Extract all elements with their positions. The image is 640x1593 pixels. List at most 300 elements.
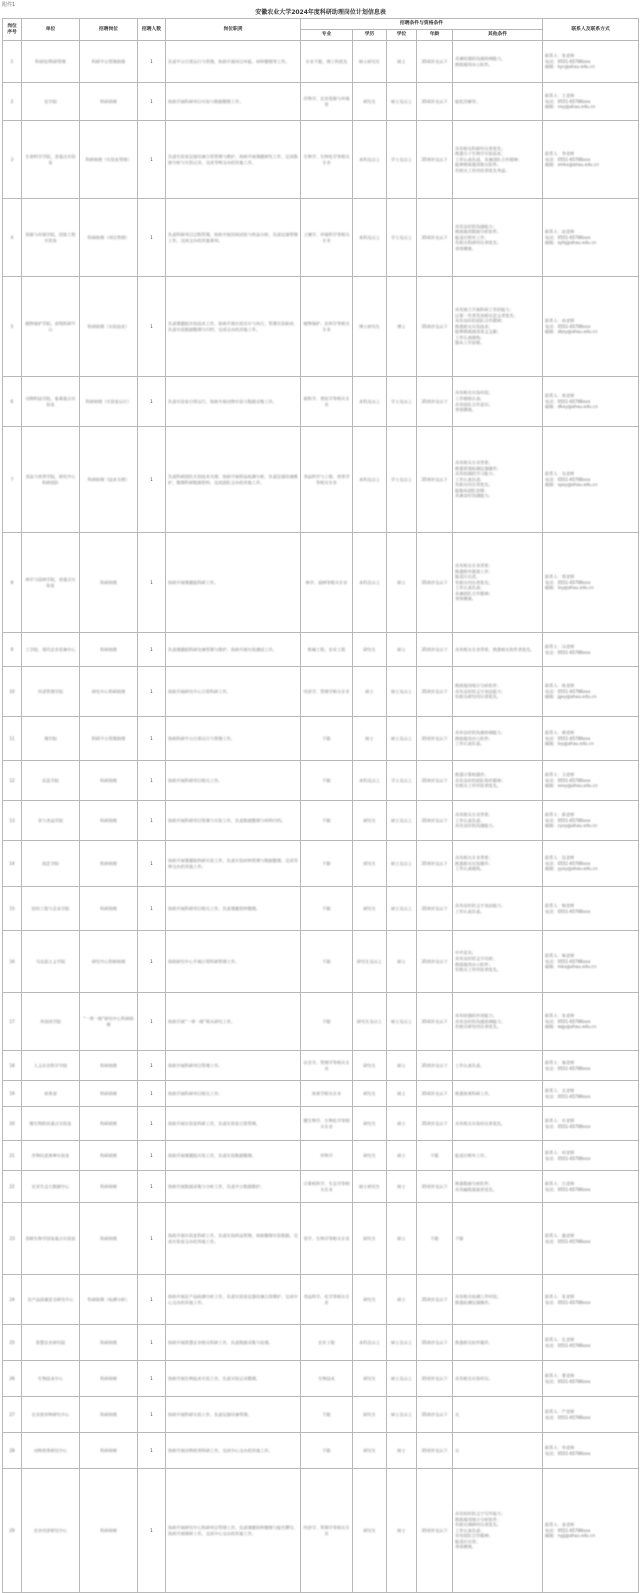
cell-education: 研究生 xyxy=(353,1107,387,1141)
cell-education: 硕士 xyxy=(353,717,387,761)
table-row xyxy=(3,1275,639,1325)
cell-other-line: 有相关工作经验者优先。 xyxy=(455,967,502,973)
cell-degree: 硕士 xyxy=(387,1433,417,1469)
cell-seq: 5 xyxy=(3,277,22,377)
cell-contact-line: 电话：0551-65786xxx xyxy=(545,476,591,482)
cell-contact-line: 联系人：施老师 xyxy=(545,1232,575,1238)
cell-contact-line: 电话：0551-65786xxx xyxy=(545,1018,591,1024)
cell-seq: 22 xyxy=(3,1171,22,1203)
table-row xyxy=(3,931,639,993)
cell-post: 科研助理 xyxy=(80,1171,138,1203)
cell-other-line: 具有良好的沟通能力； xyxy=(455,223,497,229)
cell-unit: 资源与环境学院，国家工程实验室 xyxy=(22,199,80,277)
cell-age: 35周岁及以下 xyxy=(417,1325,453,1361)
cell-other-line: 熟练使用统计分析软件； xyxy=(455,683,502,689)
cell-other-line: 工作认真负责。 xyxy=(455,741,485,747)
cell-degree: 硕士及以上 xyxy=(387,83,417,121)
cell-duty: 负责科研团队实验技术支撑，协助开展样品检测分析，负责仪器设备维护，整理科研数据资料，完成团队交办的其他工作。 xyxy=(166,427,301,533)
cell-seq: 4 xyxy=(3,199,22,277)
cell-contact-line: 电话：0551-65786xxx xyxy=(545,908,591,914)
cell-contact-line: 联系人：孔老师 xyxy=(545,1336,575,1342)
cell-contact xyxy=(543,1141,639,1171)
cell-contact xyxy=(543,1397,639,1433)
cell-count: 1 xyxy=(138,1433,166,1469)
cell-other xyxy=(453,887,543,931)
cell-other-line: 能够熟练阅读英文文献； xyxy=(455,329,502,335)
header-duty: 岗位职责 xyxy=(166,19,301,41)
cell-count: 1 xyxy=(138,633,166,667)
cell-degree: 学士及以上 xyxy=(387,761,417,801)
cell-seq: 7 xyxy=(3,427,22,533)
cell-unit: 林学与园林学院，省重点实验室 xyxy=(22,533,80,633)
cell-duty: 协助开展“一带一路”相关研究工作。 xyxy=(166,993,301,1051)
cell-contact-line: 邮箱：spxy@ahau.edu.cn xyxy=(545,482,598,488)
cell-other-line: 有相关研究经历者优先。 xyxy=(455,694,502,700)
cell-unit: 理学院 xyxy=(22,717,80,761)
cell-degree: 硕士 xyxy=(387,1107,417,1141)
cell-contact-line: 电话：0551-65786xxx xyxy=(545,649,591,655)
cell-degree: 硕士及以上 xyxy=(387,993,417,1051)
cell-education: 硕士 xyxy=(353,667,387,717)
cell-duty: 协助开展科研项目相关工作，负责课题资料整理。 xyxy=(166,887,301,931)
cell-major: 不限 xyxy=(301,993,353,1051)
cell-education: 研究生 xyxy=(353,1081,387,1107)
cell-major: 不限 xyxy=(301,761,353,801)
cell-education: 研究生 xyxy=(353,83,387,121)
cell-post: 科研助理（实验技术） xyxy=(80,277,138,377)
cell-other-line: 具有良好的团队协作精神； xyxy=(455,777,506,783)
cell-contact-line: 电话：0551-65786xxx xyxy=(545,1186,591,1192)
cell-major: 食品科学与工程、营养学等相关专业 xyxy=(301,427,353,533)
cell-other-line: 有相关科研经历者优先； xyxy=(455,240,502,246)
cell-education: 研究生 xyxy=(353,1141,387,1171)
cell-contact xyxy=(543,1361,639,1397)
cell-degree: 博士 xyxy=(387,277,417,377)
cell-duty: 协助开展实验室科研工作，负责实验室日常管理。 xyxy=(166,1107,301,1141)
cell-post: 研究中心科研助理 xyxy=(80,667,138,717)
cell-contact-line: 联系人：华老师 xyxy=(545,1444,575,1450)
cell-other-line: 身体健康。 xyxy=(455,407,476,413)
cell-age: 35周岁及以下 xyxy=(417,1171,453,1203)
cell-contact xyxy=(543,667,639,717)
cell-contact-line: 邮箱：zyhj@ahau.edu.cn xyxy=(545,240,597,246)
cell-post: 科研助理 xyxy=(80,761,138,801)
cell-major: 作物学、农业资源与环境等 xyxy=(301,83,353,121)
cell-other xyxy=(453,717,543,761)
cell-contact-line: 联系人：冯老师 xyxy=(545,643,575,649)
table-row xyxy=(3,377,639,427)
cell-contact-line: 联系人：郑老师 xyxy=(545,574,575,580)
header-contact: 联系人及联系方式 xyxy=(543,19,639,41)
cell-unit: 农业废弃物研究中心 xyxy=(22,1397,80,1433)
cell-other-line: 能够熟练使用相关软件。 xyxy=(455,162,502,168)
cell-other-line: 能适应野外工作。 xyxy=(455,1152,489,1158)
cell-seq: 14 xyxy=(3,841,22,887)
cell-contact-line: 联系人：吴老师 xyxy=(545,471,575,477)
cell-other-line: 具有相关实验经历。 xyxy=(455,1375,493,1381)
cell-post: 科研助理（检测分析） xyxy=(80,1275,138,1325)
cell-count: 1 xyxy=(138,1203,166,1275)
table-row xyxy=(3,1397,639,1433)
cell-seq: 8 xyxy=(3,533,22,633)
cell-contact xyxy=(543,121,639,199)
cell-other xyxy=(453,1171,543,1203)
cell-unit: 信息学院 xyxy=(22,761,80,801)
cell-major: 微生物学、生物化学等相关专业 xyxy=(301,1107,353,1141)
cell-contact-line: 电话：0551-65786xxx xyxy=(545,1342,591,1348)
cell-other xyxy=(453,801,543,841)
cell-post: 科研助理（技术支撑） xyxy=(80,427,138,533)
cell-other-line: 工作认真细致； xyxy=(455,334,485,340)
table-row xyxy=(3,1141,639,1171)
cell-duty: 协助开展数据采集与分析工作，负责平台数据维护。 xyxy=(166,1171,301,1203)
cell-education: 研究生及以上 xyxy=(353,993,387,1051)
cell-seq: 25 xyxy=(3,1325,22,1361)
cell-contact xyxy=(543,199,639,277)
cell-major: 不限 xyxy=(301,801,353,841)
cell-contact-line: 电话：0551-65786xxx xyxy=(545,1155,591,1161)
cell-duty: 协助开展课题组实验工作，负责实验数据整理。 xyxy=(166,1141,301,1171)
cell-contact-line: 电话：0551-65786xxx xyxy=(545,735,591,741)
cell-seq: 12 xyxy=(3,761,22,801)
cell-age: 35周岁及以下 xyxy=(417,427,453,533)
cell-contact-line: 电话：0551-65786xxx xyxy=(545,1123,591,1129)
cell-seq: 21 xyxy=(3,1141,22,1171)
cell-unit: 农产品质量安全研究中心 xyxy=(22,1275,80,1325)
cell-other-line: 工作认真负责； xyxy=(455,817,485,823)
cell-age: 35周岁及以下 xyxy=(417,1051,453,1081)
cell-other-line: 工作认真负责； xyxy=(455,1527,485,1533)
cell-other xyxy=(453,1469,543,1593)
cell-other-line: 具有相关专业背景； xyxy=(455,855,493,861)
cell-other-line: 有相关工作经验者优先考虑。 xyxy=(455,167,510,173)
cell-education: 研究生 xyxy=(353,801,387,841)
cell-count: 1 xyxy=(138,993,166,1051)
cell-degree: 硕士及以上 xyxy=(387,667,417,717)
cell-post: 科研助理 xyxy=(80,801,138,841)
cell-other xyxy=(453,1433,543,1469)
cell-other-line: 具有团队合作精神； xyxy=(455,1533,493,1539)
header-major: 专业 xyxy=(301,30,353,41)
cell-contact-line: 电话：0551-65786xxx xyxy=(545,323,591,329)
cell-duty: 负责平台日常运行与管理，协助开展项目申报、材料整理等工作。 xyxy=(166,41,301,83)
cell-contact xyxy=(543,83,639,121)
cell-age: 35周岁及以下 xyxy=(417,841,453,887)
cell-unit: 作物抗逆育种实验室 xyxy=(22,1141,80,1171)
cell-age: 35周岁及以下 xyxy=(417,83,453,121)
cell-contact xyxy=(543,1171,639,1203)
cell-degree: 学士及以上 xyxy=(387,121,417,199)
cell-major: 机械工程、农业工程 xyxy=(301,633,353,667)
cell-other xyxy=(453,1107,543,1141)
cell-contact xyxy=(543,761,639,801)
cell-other xyxy=(453,377,543,427)
cell-contact-line: 联系人：曹老师 xyxy=(545,1372,575,1378)
cell-major: 计算机科学、生态学等相关专业 xyxy=(301,1171,353,1203)
cell-other xyxy=(453,993,543,1051)
cell-contact-line: 联系人：严老师 xyxy=(545,1408,575,1414)
cell-other-line: 具有相关实验经历者优先。 xyxy=(455,1120,506,1126)
cell-education: 本科及以上 xyxy=(353,1325,387,1361)
cell-seq: 23 xyxy=(3,1203,22,1275)
cell-count: 1 xyxy=(138,199,166,277)
cell-major: 不限 xyxy=(301,1433,353,1469)
header-requirements-group: 招聘条件与资格条件 xyxy=(301,19,543,30)
cell-contact-line: 电话：0551-65786xxx xyxy=(545,58,591,64)
cell-other xyxy=(453,41,543,83)
cell-contact-line: 联系人：秦老师 xyxy=(545,1059,575,1065)
cell-other-line: 具有良好的团队合作精神； xyxy=(455,318,506,324)
cell-major: 不限 xyxy=(301,717,353,761)
cell-major: 茶学、生物学等相关专业 xyxy=(301,1203,353,1275)
cell-other xyxy=(453,121,543,199)
cell-contact xyxy=(543,1469,639,1593)
cell-degree: 硕士及以上 xyxy=(387,717,417,761)
cell-post: 科研助理 xyxy=(80,1141,138,1171)
cell-contact-line: 联系人：赵老师 xyxy=(545,229,575,235)
cell-count: 1 xyxy=(138,717,166,761)
cell-other-line: 具有较强的学习能力； xyxy=(455,471,497,477)
cell-other-line: 熟练使用办公软件。 xyxy=(455,61,493,67)
cell-other-line: 熟悉数据分析软件； xyxy=(455,1180,493,1186)
cell-degree: 硕士 xyxy=(387,1171,417,1203)
cell-other-line: 身体健康。 xyxy=(455,1544,476,1550)
cell-contact-line: 邮箱：smkx@ahau.edu.cn xyxy=(545,162,599,168)
table-row xyxy=(3,1433,639,1469)
cell-count: 1 xyxy=(138,121,166,199)
cell-contact-line: 联系人：褚老师 xyxy=(545,730,575,736)
table-row xyxy=(3,1081,639,1107)
cell-other-line: 具有较强的外语能力； xyxy=(455,1013,497,1019)
cell-other-line: 具有良好的文字功底； xyxy=(455,955,497,961)
table-row xyxy=(3,83,639,121)
cell-major: 不限 xyxy=(301,887,353,931)
cell-duty: 协助开展科研项目管理与实验工作，负责数据整理与材料归档。 xyxy=(166,801,301,841)
cell-education: 本科及以上 xyxy=(353,377,387,427)
cell-other-line: 身体健康。 xyxy=(455,596,476,602)
cell-seq: 6 xyxy=(3,377,22,427)
cell-contact-line: 电话：0551-65786xxx xyxy=(545,817,591,823)
cell-other-line: 能适应出差； xyxy=(455,1538,481,1544)
cell-degree: 硕士 xyxy=(387,1051,417,1081)
cell-post: 科研助理 xyxy=(80,1203,138,1275)
cell-contact-line: 电话：0551-65786xxx xyxy=(545,958,591,964)
cell-contact-line: 电话：0551-65786xxx xyxy=(545,1414,591,1420)
cell-count: 1 xyxy=(138,1107,166,1141)
cell-education: 本科及以上 xyxy=(353,199,387,277)
table-row xyxy=(3,41,639,83)
cell-seq: 19 xyxy=(3,1081,22,1107)
table-row xyxy=(3,121,639,199)
cell-degree: 硕士 xyxy=(387,931,417,993)
cell-post: “一带一路”研究中心科研助理 xyxy=(80,993,138,1051)
cell-seq: 26 xyxy=(3,1361,22,1397)
cell-contact xyxy=(543,41,639,83)
cell-contact-line: 电话：0551-65786xxx xyxy=(545,860,591,866)
cell-seq: 10 xyxy=(3,667,22,717)
cell-degree: 学士及以上 xyxy=(387,377,417,427)
cell-seq: 29 xyxy=(3,1469,22,1593)
cell-unit: 经济管理学院 xyxy=(22,667,80,717)
cell-other-line: 有相关工作经验者优先。 xyxy=(455,783,502,789)
cell-seq: 27 xyxy=(3,1397,22,1433)
cell-count: 1 xyxy=(138,277,166,377)
cell-post: 科研助理 xyxy=(80,841,138,887)
table-row xyxy=(3,1361,639,1397)
header-education: 学历 xyxy=(353,30,387,41)
cell-other-line: 工作认真细致。 xyxy=(455,866,485,872)
cell-unit: 农业生态大数据中心 xyxy=(22,1171,80,1203)
cell-post: 科研助理（实验室管理） xyxy=(80,121,138,199)
cell-duty: 协助开展实验室科研工作，负责实验样品管理，协助整理实验数据，完成实验室交办的其他工作。 xyxy=(166,1203,301,1275)
cell-major: 社会学、管理学等相关专业 xyxy=(301,1051,353,1081)
cell-unit: 生物技术中心 xyxy=(22,1361,80,1397)
cell-other-line: 熟悉检测仪器操作。 xyxy=(455,1299,493,1305)
cell-contact-line: 联系人：许老师 xyxy=(545,1117,575,1123)
cell-count: 1 xyxy=(138,1397,166,1433)
cell-contact-line: 邮箱：zbxy@ahau.edu.cn xyxy=(545,329,598,335)
cell-contact-line: 邮箱：kyc@ahau.edu.cn xyxy=(545,64,595,70)
cell-count: 1 xyxy=(138,1141,166,1171)
cell-degree: 硕士 xyxy=(387,633,417,667)
cell-contact-line: 邮箱：yyxy@ahau.edu.cn xyxy=(545,866,598,872)
cell-degree: 硕士 xyxy=(387,1141,417,1171)
cell-age: 35周岁及以下 xyxy=(417,1361,453,1397)
cell-unit: 动物营养研究中心 xyxy=(22,1433,80,1469)
table-row xyxy=(3,1325,639,1361)
cell-other-line: 能适应出差； xyxy=(455,574,481,580)
cell-contact xyxy=(543,1325,639,1361)
cell-count: 1 xyxy=(138,427,166,533)
cell-other xyxy=(453,667,543,717)
cell-unit: 轻纺工程与艺术学院 xyxy=(22,887,80,931)
cell-other xyxy=(453,83,543,121)
cell-major: 不限 xyxy=(301,931,353,993)
cell-count: 1 xyxy=(138,667,166,717)
cell-contact-line: 联系人：孙老师 xyxy=(545,318,575,324)
cell-contact-line: 电话：0551-65786xxx xyxy=(545,1527,591,1533)
cell-seq: 11 xyxy=(3,717,22,761)
cell-other-line: 无 xyxy=(455,1411,460,1417)
table-row xyxy=(3,717,639,761)
cell-contact-line: 邮箱：jgxy@ahau.edu.cn xyxy=(545,694,597,700)
cell-count: 1 xyxy=(138,801,166,841)
cell-contact-line: 联系人：蒋老师 xyxy=(545,812,575,818)
cell-age: 35周岁及以下 xyxy=(417,121,453,199)
table-row xyxy=(3,199,639,277)
header-degree: 学位 xyxy=(387,30,417,41)
cell-contact xyxy=(543,633,639,667)
table-row xyxy=(3,1107,639,1141)
cell-age: 35周岁及以下 xyxy=(417,1397,453,1433)
cell-unit: 微生物防治重点实验室 xyxy=(22,1107,80,1141)
cell-degree: 硕士 xyxy=(387,533,417,633)
cell-other xyxy=(453,841,543,887)
cell-age: 35周岁及以下 xyxy=(417,761,453,801)
cell-count: 1 xyxy=(138,1361,166,1397)
cell-contact-line: 邮箱：cyxy@ahau.edu.cn xyxy=(545,823,598,829)
cell-other xyxy=(453,1397,543,1433)
cell-unit: 农学院 xyxy=(22,83,80,121)
cell-contact-line: 邮箱：lxy@ahau.edu.cn xyxy=(545,741,594,747)
cell-education: 研究生 xyxy=(353,1361,387,1397)
cell-contact-line: 联系人：卫老师 xyxy=(545,772,575,778)
cell-post: 科研助理 xyxy=(80,633,138,667)
cell-major: 生物学、生物化学等相关专业 xyxy=(301,121,353,199)
table-row xyxy=(3,277,639,377)
cell-age: 不限 xyxy=(417,1203,453,1275)
cell-post: 科研助理 xyxy=(80,1081,138,1107)
cell-post: 科研助理 xyxy=(80,1361,138,1397)
cell-count: 1 xyxy=(138,1081,166,1107)
cell-other-line: 具有相关实验经验； xyxy=(455,390,493,396)
table-row xyxy=(3,1171,639,1203)
cell-age: 35周岁及以下 xyxy=(417,717,453,761)
cell-other-line: 有相关调研经历者优先； xyxy=(455,1522,502,1528)
cell-other-line: 具有团队合作意识； xyxy=(455,401,493,407)
table-row xyxy=(3,887,639,931)
cell-other-line: 不限 xyxy=(455,1235,464,1241)
cell-seq: 2 xyxy=(3,83,22,121)
cell-contact-line: 电话：0551-65786xxx xyxy=(545,1450,591,1456)
cell-age: 35周岁及以下 xyxy=(417,277,453,377)
cell-contact-line: 邮箱：mks@ahau.edu.cn xyxy=(545,964,597,970)
cell-seq: 28 xyxy=(3,1433,22,1469)
cell-age: 35周岁及以下 xyxy=(417,1469,453,1593)
table-row xyxy=(3,993,639,1051)
cell-contact-line: 电话：0551-65786xxx xyxy=(545,1065,591,1071)
cell-contact-line: 电话：0551-65786xxx xyxy=(545,1299,591,1305)
cell-other-line: 以第一作者发表相关论文者优先； xyxy=(455,312,518,318)
cell-unit: 外国语学院 xyxy=(22,993,80,1051)
cell-degree: 硕士 xyxy=(387,1275,417,1325)
cell-contact-line: 电话：0551-65786xxx xyxy=(545,1238,591,1244)
cell-age: 35周岁及以下 xyxy=(417,1275,453,1325)
cell-contact-line: 联系人：周老师 xyxy=(545,393,575,399)
cell-count: 1 xyxy=(138,887,166,931)
cell-age: 35周岁及以下 xyxy=(417,1081,453,1107)
cell-seq: 1 xyxy=(3,41,22,83)
cell-contact xyxy=(543,533,639,633)
cell-count: 1 xyxy=(138,931,166,993)
cell-age: 不限 xyxy=(417,1141,453,1171)
cell-other-line: 无 xyxy=(455,1447,460,1453)
cell-contact xyxy=(543,1275,639,1325)
cell-unit: 人文社会科学学院 xyxy=(22,1051,80,1081)
cell-age: 35周岁及以下 xyxy=(417,1107,453,1141)
header-other: 其他条件 xyxy=(453,30,543,41)
cell-contact-line: 联系人：韩老师 xyxy=(545,902,575,908)
cell-post: 科研助理（实验室运行） xyxy=(80,377,138,427)
cell-count: 1 xyxy=(138,1171,166,1203)
cell-other-line: 具有较好的文字写作能力； xyxy=(455,1510,506,1516)
cell-other-line: 熟悉体育科研工作。 xyxy=(455,1090,493,1096)
cell-duty: 协助开展课题组科研实验工作，负责实验材料管理与数据整理，完成导师交办的其他工作。 xyxy=(166,841,301,887)
cell-contact xyxy=(543,717,639,761)
cell-age: 35周岁及以下 xyxy=(417,533,453,633)
cell-duty: 负责实验室日常运行，协助开展动物实验与数据采集工作。 xyxy=(166,377,301,427)
cell-major: 生物技术 xyxy=(301,1361,353,1397)
recruitment-table xyxy=(2,8,639,1593)
cell-education: 研究生 xyxy=(353,1397,387,1433)
cell-contact-line: 邮箱：xxxy@ahau.edu.cn xyxy=(545,783,598,789)
cell-other-line: 具备较强的沟通协调能力， xyxy=(455,55,506,61)
cell-other-line: 具有良好的文字表达能力； xyxy=(455,902,506,908)
cell-duty: 协助开展课题组科研工作。 xyxy=(166,533,301,633)
table-row xyxy=(3,841,639,887)
cell-unit: 茶与食品学院 xyxy=(22,801,80,841)
cell-education: 硕士研究生 xyxy=(353,1171,387,1203)
